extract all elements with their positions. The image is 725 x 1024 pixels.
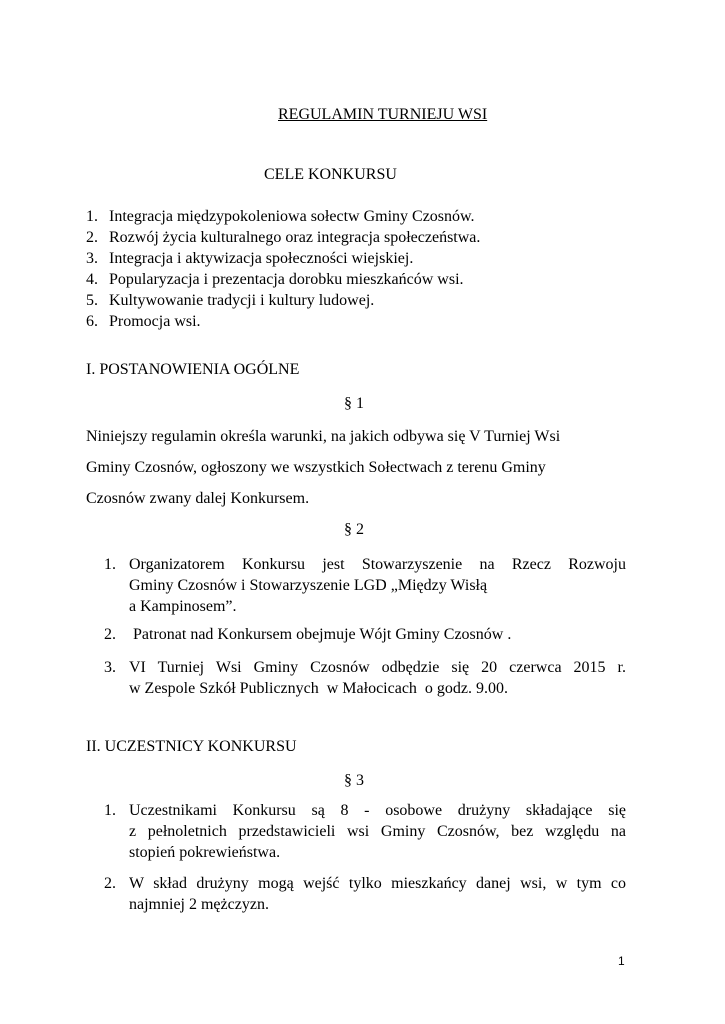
item-line: W skład drużyny mogą wejść tylko mieszkańcy danej wsi, w tym co <box>129 875 626 892</box>
list-item <box>104 873 626 915</box>
item-text: Integracja i aktywizacja społeczności wiejskiej. <box>109 250 414 267</box>
item-number: 5. <box>86 292 98 309</box>
item-line: najmniej 2 mężczyzn. <box>129 896 269 913</box>
item-number: 1. <box>86 208 98 225</box>
list-item <box>86 206 480 227</box>
list-item <box>86 248 480 269</box>
participants-list <box>104 800 626 863</box>
goals-list <box>86 206 480 332</box>
goals-heading: CELE KONKURSU <box>264 166 397 183</box>
paragraph-sign-1: § 1 <box>344 395 364 412</box>
item-text <box>129 624 626 645</box>
item-text: Rozwój życia kulturalnego oraz integracja społeczeństwa. <box>109 229 481 246</box>
section-heading-participants: II. UCZESTNICY KONKURSU <box>86 738 297 755</box>
paragraph-line: Niniejszy regulamin określa warunki, na jakich odbywa się V Turniej Wsi <box>86 428 561 445</box>
item-text: Integracja międzypokoleniowa sołectw Gminy Czosnów. <box>109 208 475 225</box>
list-item <box>104 657 626 699</box>
item-text <box>129 554 626 617</box>
section-heading-general: I. POSTANOWIENIA OGÓLNE <box>86 361 300 378</box>
list-item <box>104 800 626 863</box>
item-number: 1. <box>104 556 116 573</box>
item-text <box>129 657 626 699</box>
event-list <box>104 657 626 699</box>
page-number: 1 <box>618 954 625 968</box>
item-line: w Zespole Szkół Publicznych w Małocicach o godz. 9.00. <box>129 680 509 697</box>
item-text: Popularyzacja i prezentacja dorobku mieszkańców wsi. <box>109 271 464 288</box>
item-text: Kultywowanie tradycji i kultury ludowej. <box>109 292 375 309</box>
list-item <box>86 311 480 332</box>
organizer-list <box>104 554 626 617</box>
paragraph-sign-3: § 3 <box>344 772 364 789</box>
list-item <box>86 290 480 311</box>
item-line: stopień pokrewieństwa. <box>129 844 281 861</box>
team-composition-list <box>104 873 626 915</box>
list-item <box>104 554 626 617</box>
item-text <box>129 873 626 915</box>
item-line: Uczestnikami Konkursu są 8 - osobowe drużyny składające się <box>129 802 626 819</box>
paragraph-line: Gminy Czosnów, ogłoszony we wszystkich Sołectwach z terenu Gminy <box>86 459 546 476</box>
item-text <box>129 800 626 863</box>
item-number: 3. <box>86 250 98 267</box>
list-item <box>86 227 480 248</box>
item-line: z pełnoletnich przedstawicieli wsi Gminy Czosnów, bez względu na <box>129 823 626 840</box>
paragraph-line: Czosnów zwany dalej Konkursem. <box>86 490 310 507</box>
list-item <box>86 269 480 290</box>
item-line: a Kampinosem”. <box>129 598 237 615</box>
item-number: 6. <box>86 313 98 330</box>
item-line: Patronat nad Konkursem obejmuje Wójt Gminy Czosnów . <box>129 626 512 643</box>
document-title: REGULAMIN TURNIEJU WSI <box>278 106 488 123</box>
item-number: 2. <box>104 626 116 643</box>
item-text: Promocja wsi. <box>109 313 201 330</box>
item-number: 4. <box>86 271 98 288</box>
item-line: Gminy Czosnów i Stowarzyszenie LGD „Między Wisłą <box>129 577 488 594</box>
list-item <box>104 624 626 645</box>
item-number: 1. <box>104 802 116 819</box>
item-line: Organizatorem Konkursu jest Stowarzyszenie na Rzecz Rozwoju <box>129 556 626 573</box>
item-number: 2. <box>104 875 116 892</box>
item-line: VI Turniej Wsi Gminy Czosnów odbędzie się 20 czerwca 2015 r. <box>129 659 626 676</box>
item-number: 2. <box>86 229 98 246</box>
patronage-list <box>104 624 626 645</box>
item-number: 3. <box>104 659 116 676</box>
paragraph-sign-2: § 2 <box>344 521 364 538</box>
